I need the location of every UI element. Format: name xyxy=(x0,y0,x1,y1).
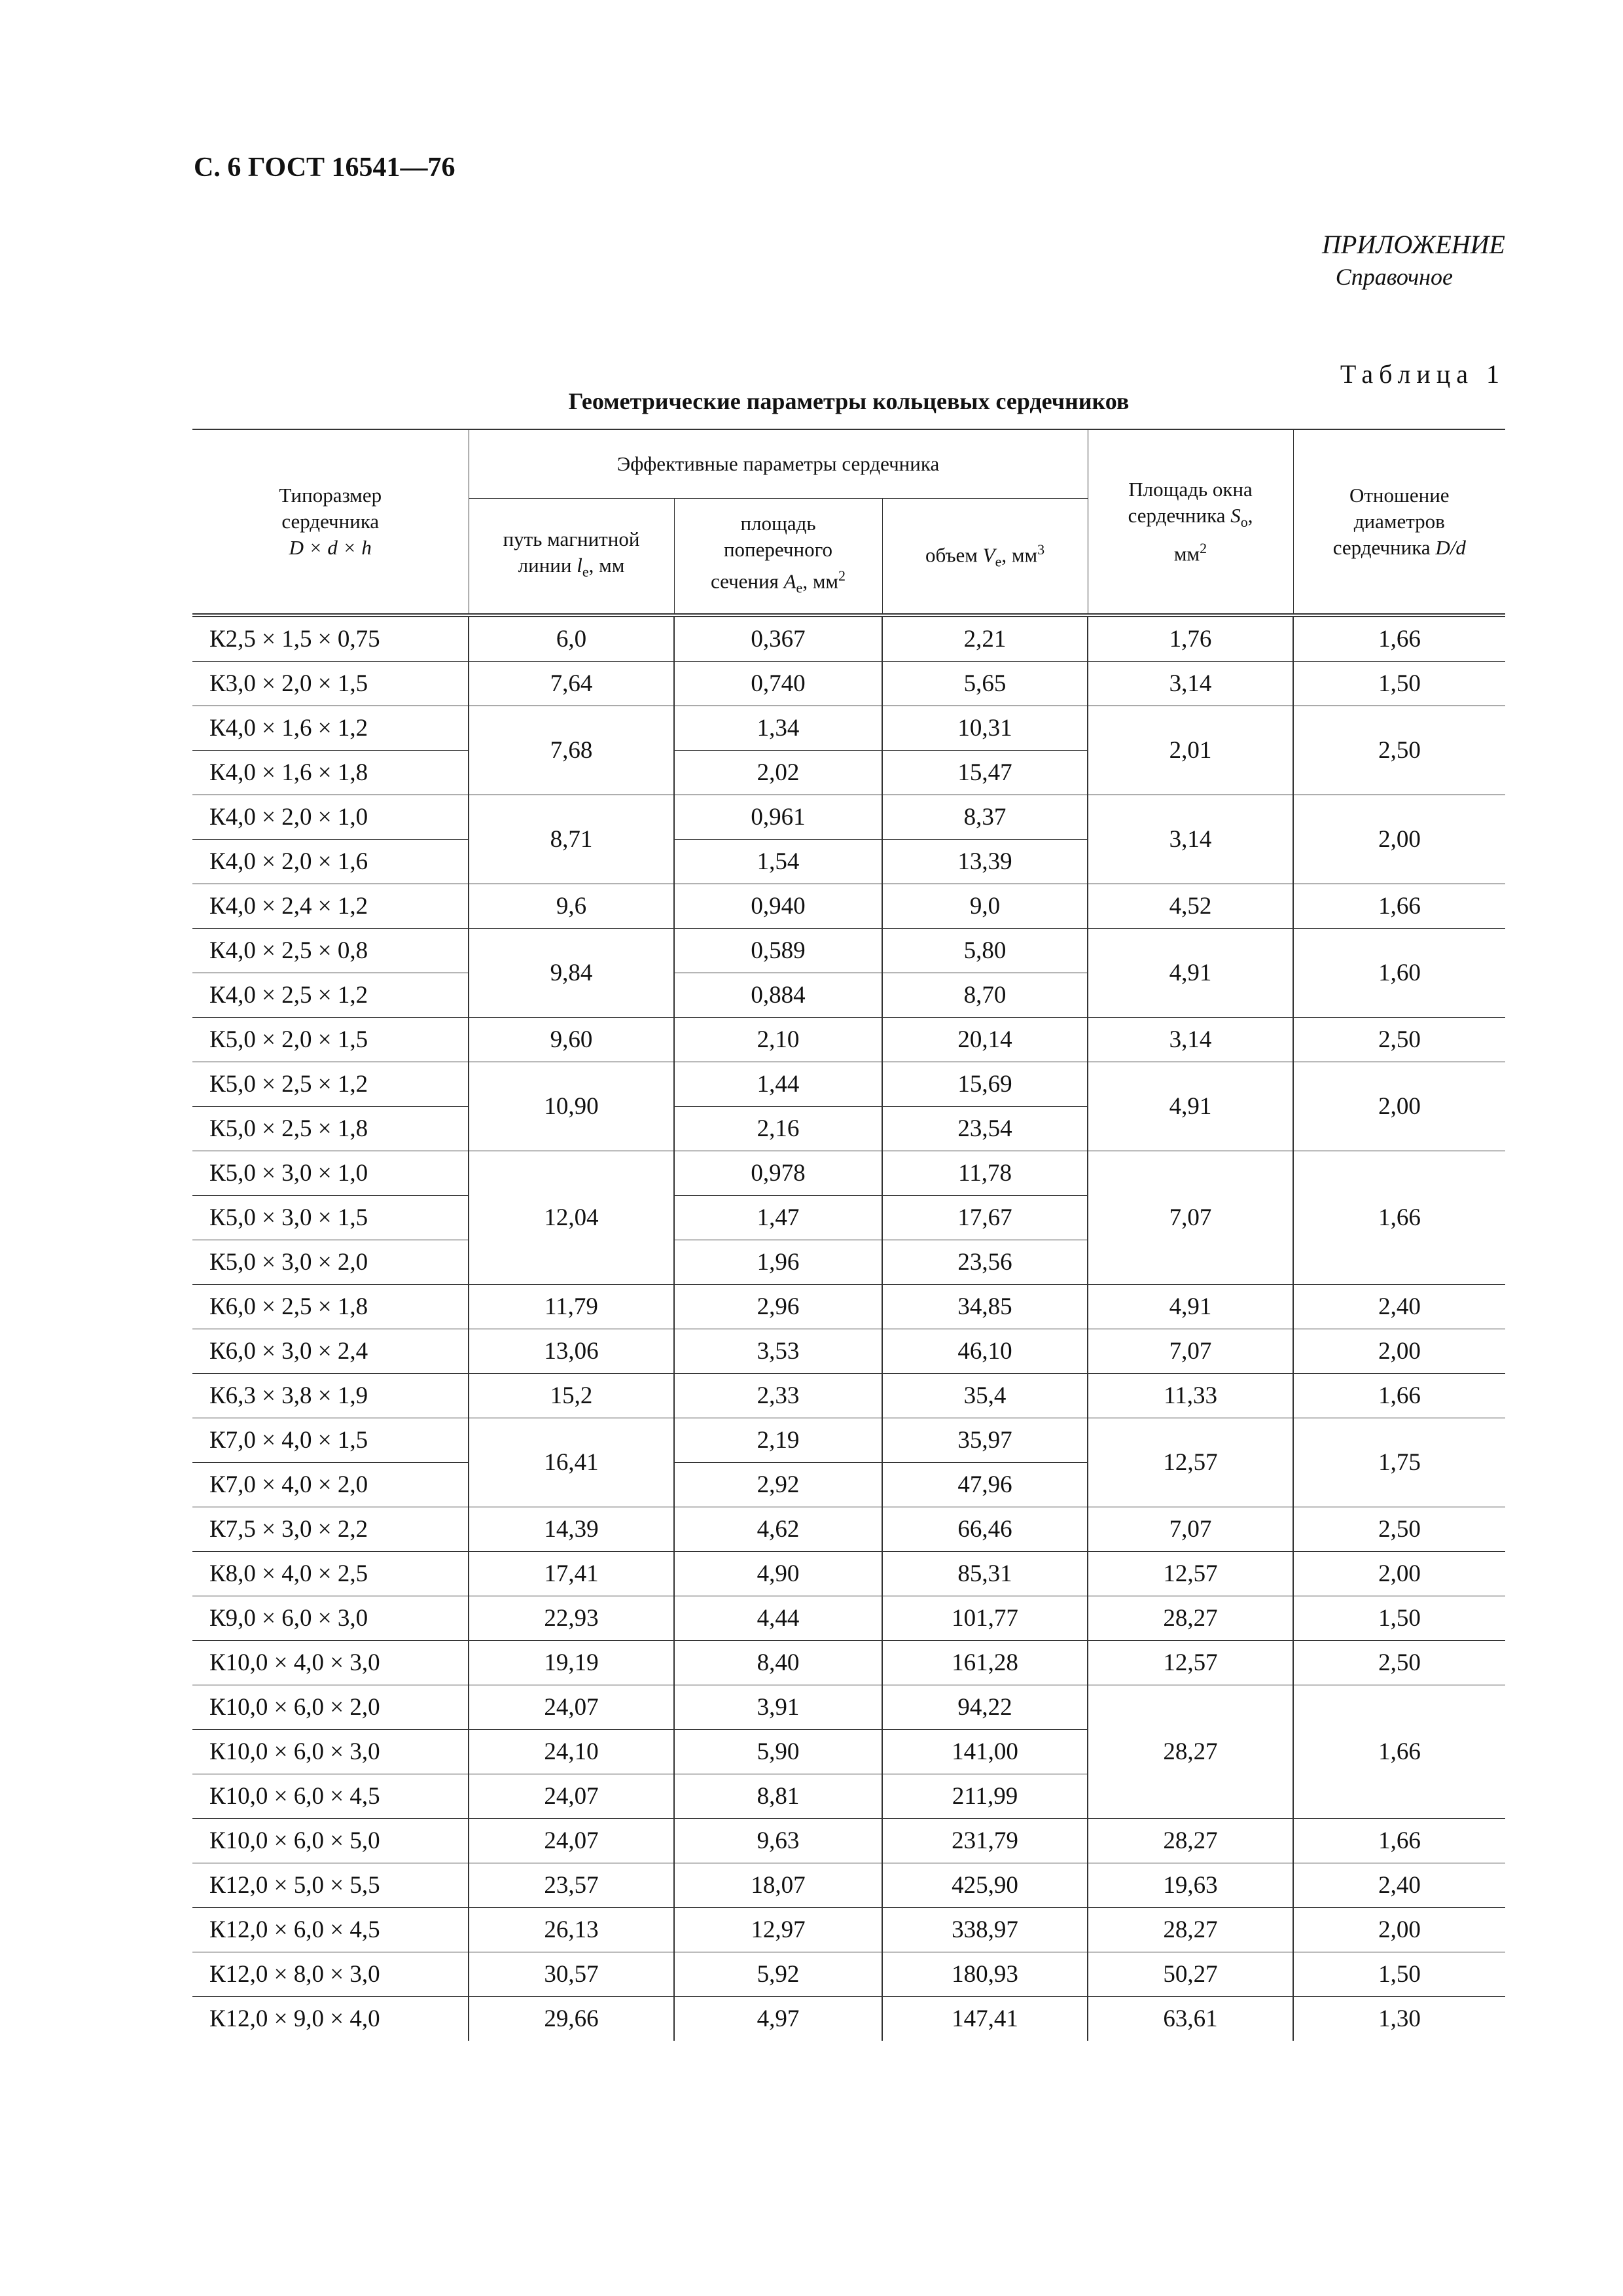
window-cell: 7,07 xyxy=(1088,1329,1293,1374)
area-cell: 3,53 xyxy=(674,1329,882,1374)
ratio-cell: 2,50 xyxy=(1293,1641,1505,1685)
window-cell: 28,27 xyxy=(1088,1908,1293,1952)
area-cell: 18,07 xyxy=(674,1863,882,1908)
area-cell: 2,02 xyxy=(674,751,882,795)
table-row xyxy=(192,1062,1505,1107)
volume-cell: 20,14 xyxy=(882,1018,1088,1062)
path-cell: 12,04 xyxy=(469,1151,674,1285)
area-cell: 2,33 xyxy=(674,1374,882,1418)
path-cell: 24,07 xyxy=(469,1685,674,1730)
window-cell: 12,57 xyxy=(1088,1641,1293,1685)
appendix-title: ПРИЛОЖЕНИЕ xyxy=(1322,230,1505,259)
area-cell: 0,884 xyxy=(674,973,882,1018)
size-cell: К10,0 × 6,0 × 4,5 xyxy=(192,1774,469,1819)
window-cell: 3,14 xyxy=(1088,662,1293,706)
volume-cell: 15,47 xyxy=(882,751,1088,795)
ratio-cell: 2,50 xyxy=(1293,706,1505,795)
ratio-cell: 2,50 xyxy=(1293,1507,1505,1552)
table-row xyxy=(192,1819,1505,1863)
area-cell: 1,44 xyxy=(674,1062,882,1107)
size-cell: К12,0 × 9,0 × 4,0 xyxy=(192,1997,469,2041)
size-cell: К12,0 × 8,0 × 3,0 xyxy=(192,1952,469,1997)
table-row xyxy=(192,1374,1505,1418)
header-size: Типоразмер сердечника D × d × h xyxy=(192,429,469,615)
ratio-cell: 1,66 xyxy=(1293,1685,1505,1819)
table-row xyxy=(192,1596,1505,1641)
area-cell: 0,740 xyxy=(674,662,882,706)
window-cell: 28,27 xyxy=(1088,1819,1293,1863)
volume-cell: 23,56 xyxy=(882,1240,1088,1285)
table-row xyxy=(192,1285,1505,1329)
path-cell: 24,07 xyxy=(469,1774,674,1819)
path-cell: 30,57 xyxy=(469,1952,674,1997)
area-cell: 12,97 xyxy=(674,1908,882,1952)
table-row xyxy=(192,1552,1505,1596)
area-cell: 2,96 xyxy=(674,1285,882,1329)
header-window-area: Площадь окна сердечника $S_o$, $мм^2$ xyxy=(1088,429,1293,615)
area-cell: 5,92 xyxy=(674,1952,882,1997)
path-cell: 9,6 xyxy=(469,884,674,929)
path-cell: 26,13 xyxy=(469,1908,674,1952)
path-cell: 10,90 xyxy=(469,1062,674,1151)
path-cell: 14,39 xyxy=(469,1507,674,1552)
size-cell: К12,0 × 6,0 × 4,5 xyxy=(192,1908,469,1952)
window-cell: 63,61 xyxy=(1088,1997,1293,2041)
size-cell: К12,0 × 5,0 × 5,5 xyxy=(192,1863,469,1908)
size-cell: К4,0 × 1,6 × 1,2 xyxy=(192,706,469,751)
area-cell: 0,367 xyxy=(674,615,882,662)
volume-cell: 231,79 xyxy=(882,1819,1088,1863)
size-cell: К5,0 × 3,0 × 1,5 xyxy=(192,1196,469,1240)
size-cell: К8,0 × 4,0 × 2,5 xyxy=(192,1552,469,1596)
volume-cell: 101,77 xyxy=(882,1596,1088,1641)
header-volume: объем $V_e$, $мм^3$ xyxy=(882,499,1088,616)
ratio-cell: 1,50 xyxy=(1293,1596,1505,1641)
table-row xyxy=(192,1507,1505,1552)
window-cell: 4,91 xyxy=(1088,1062,1293,1151)
ratio-cell: 2,00 xyxy=(1293,1329,1505,1374)
table-row xyxy=(192,795,1505,840)
ratio-cell: 2,00 xyxy=(1293,1908,1505,1952)
area-cell: 1,54 xyxy=(674,840,882,884)
volume-cell: 141,00 xyxy=(882,1730,1088,1774)
size-cell: К10,0 × 4,0 × 3,0 xyxy=(192,1641,469,1685)
size-cell: К4,0 × 1,6 × 1,8 xyxy=(192,751,469,795)
window-cell: 3,14 xyxy=(1088,1018,1293,1062)
area-cell: 0,978 xyxy=(674,1151,882,1196)
ratio-cell: 1,30 xyxy=(1293,1997,1505,2041)
size-cell: К4,0 × 2,0 × 1,0 xyxy=(192,795,469,840)
window-cell: 28,27 xyxy=(1088,1596,1293,1641)
table-row xyxy=(192,1908,1505,1952)
volume-cell: 5,80 xyxy=(882,929,1088,973)
size-cell: К6,3 × 3,8 × 1,9 xyxy=(192,1374,469,1418)
ratio-cell: 1,66 xyxy=(1293,1151,1505,1285)
header-diameter-ratio: Отношение диаметров сердечника D/d xyxy=(1293,429,1505,615)
window-cell: 2,01 xyxy=(1088,706,1293,795)
area-cell: 0,589 xyxy=(674,929,882,973)
ratio-cell: 1,66 xyxy=(1293,884,1505,929)
area-cell: 2,19 xyxy=(674,1418,882,1463)
size-cell: К7,0 × 4,0 × 1,5 xyxy=(192,1418,469,1463)
volume-cell: 8,70 xyxy=(882,973,1088,1018)
size-cell: К6,0 × 2,5 × 1,8 xyxy=(192,1285,469,1329)
volume-cell: 66,46 xyxy=(882,1507,1088,1552)
size-cell: К4,0 × 2,4 × 1,2 xyxy=(192,884,469,929)
window-cell: 11,33 xyxy=(1088,1374,1293,1418)
path-cell: 8,71 xyxy=(469,795,674,884)
area-cell: 4,90 xyxy=(674,1552,882,1596)
path-cell: 9,84 xyxy=(469,929,674,1018)
area-cell: 4,44 xyxy=(674,1596,882,1641)
path-cell: 17,41 xyxy=(469,1552,674,1596)
size-cell: К5,0 × 2,0 × 1,5 xyxy=(192,1018,469,1062)
volume-cell: 11,78 xyxy=(882,1151,1088,1196)
path-cell: 29,66 xyxy=(469,1997,674,2041)
area-cell: 1,47 xyxy=(674,1196,882,1240)
volume-cell: 23,54 xyxy=(882,1107,1088,1151)
area-cell: 1,34 xyxy=(674,706,882,751)
volume-cell: 5,65 xyxy=(882,662,1088,706)
area-cell: 2,16 xyxy=(674,1107,882,1151)
window-cell: 28,27 xyxy=(1088,1685,1293,1819)
volume-cell: 34,85 xyxy=(882,1285,1088,1329)
area-cell: 9,63 xyxy=(674,1819,882,1863)
path-cell: 23,57 xyxy=(469,1863,674,1908)
area-cell: 3,91 xyxy=(674,1685,882,1730)
page-header: С. 6 ГОСТ 16541—76 xyxy=(194,152,455,183)
window-cell: 7,07 xyxy=(1088,1507,1293,1552)
path-cell: 11,79 xyxy=(469,1285,674,1329)
table-row xyxy=(192,1997,1505,2041)
volume-cell: 147,41 xyxy=(882,1997,1088,2041)
volume-cell: 425,90 xyxy=(882,1863,1088,1908)
table-row xyxy=(192,1863,1505,1908)
volume-cell: 35,97 xyxy=(882,1418,1088,1463)
area-cell: 4,97 xyxy=(674,1997,882,2041)
header-cross-section-area: площадь поперечного сечения $A_e$, $мм^2$ xyxy=(674,499,882,616)
table-row xyxy=(192,662,1505,706)
window-cell: 3,14 xyxy=(1088,795,1293,884)
volume-cell: 35,4 xyxy=(882,1374,1088,1418)
path-cell: 13,06 xyxy=(469,1329,674,1374)
table-row xyxy=(192,929,1505,973)
window-cell: 4,52 xyxy=(1088,884,1293,929)
path-cell: 16,41 xyxy=(469,1418,674,1507)
volume-cell: 85,31 xyxy=(882,1552,1088,1596)
core-parameters-table xyxy=(192,429,1505,2041)
path-cell: 7,68 xyxy=(469,706,674,795)
area-cell: 8,81 xyxy=(674,1774,882,1819)
ratio-cell: 2,00 xyxy=(1293,1552,1505,1596)
ratio-cell: 2,40 xyxy=(1293,1863,1505,1908)
volume-cell: 10,31 xyxy=(882,706,1088,751)
size-cell: К5,0 × 2,5 × 1,2 xyxy=(192,1062,469,1107)
size-cell: К10,0 × 6,0 × 2,0 xyxy=(192,1685,469,1730)
volume-cell: 94,22 xyxy=(882,1685,1088,1730)
size-cell: К5,0 × 3,0 × 1,0 xyxy=(192,1151,469,1196)
header-magnetic-path: путь магнитной линии $l_e$, мм xyxy=(469,499,674,616)
volume-cell: 2,21 xyxy=(882,615,1088,662)
ratio-cell: 1,50 xyxy=(1293,662,1505,706)
window-cell: 7,07 xyxy=(1088,1151,1293,1285)
appendix-type: Справочное xyxy=(1335,264,1453,290)
ratio-cell: 2,50 xyxy=(1293,1018,1505,1062)
area-cell: 2,10 xyxy=(674,1018,882,1062)
path-cell: 6,0 xyxy=(469,615,674,662)
size-cell: К5,0 × 2,5 × 1,8 xyxy=(192,1107,469,1151)
window-cell: 1,76 xyxy=(1088,615,1293,662)
ratio-cell: 2,00 xyxy=(1293,1062,1505,1151)
area-cell: 1,96 xyxy=(674,1240,882,1285)
table-row xyxy=(192,1151,1505,1196)
window-cell: 12,57 xyxy=(1088,1552,1293,1596)
area-cell: 0,961 xyxy=(674,795,882,840)
path-cell: 24,07 xyxy=(469,1819,674,1863)
area-cell: 4,62 xyxy=(674,1507,882,1552)
area-cell: 2,92 xyxy=(674,1463,882,1507)
volume-cell: 13,39 xyxy=(882,840,1088,884)
size-cell: К5,0 × 3,0 × 2,0 xyxy=(192,1240,469,1285)
size-cell: К4,0 × 2,5 × 1,2 xyxy=(192,973,469,1018)
window-cell: 12,57 xyxy=(1088,1418,1293,1507)
window-cell: 19,63 xyxy=(1088,1863,1293,1908)
table-row xyxy=(192,706,1505,751)
path-cell: 22,93 xyxy=(469,1596,674,1641)
volume-cell: 15,69 xyxy=(882,1062,1088,1107)
volume-cell: 161,28 xyxy=(882,1641,1088,1685)
size-cell: К7,5 × 3,0 × 2,2 xyxy=(192,1507,469,1552)
volume-cell: 8,37 xyxy=(882,795,1088,840)
table-row xyxy=(192,1641,1505,1685)
table-row xyxy=(192,1952,1505,1997)
table-row xyxy=(192,884,1505,929)
path-cell: 15,2 xyxy=(469,1374,674,1418)
ratio-cell: 1,75 xyxy=(1293,1418,1505,1507)
size-cell: К10,0 × 6,0 × 5,0 xyxy=(192,1819,469,1863)
path-cell: 24,10 xyxy=(469,1730,674,1774)
header-effective-group: Эффективные параметры сердечника xyxy=(469,429,1088,499)
size-cell: К7,0 × 4,0 × 2,0 xyxy=(192,1463,469,1507)
area-cell: 0,940 xyxy=(674,884,882,929)
table-row xyxy=(192,1329,1505,1374)
volume-cell: 46,10 xyxy=(882,1329,1088,1374)
table-title: Геометрические параметры кольцевых сердечников xyxy=(568,388,1130,414)
size-cell: К9,0 × 6,0 × 3,0 xyxy=(192,1596,469,1641)
table-row xyxy=(192,1685,1505,1730)
volume-cell: 338,97 xyxy=(882,1908,1088,1952)
volume-cell: 47,96 xyxy=(882,1463,1088,1507)
table-number: Таблица 1 xyxy=(1340,359,1505,389)
window-cell: 4,91 xyxy=(1088,929,1293,1018)
size-cell: К4,0 × 2,5 × 0,8 xyxy=(192,929,469,973)
volume-cell: 17,67 xyxy=(882,1196,1088,1240)
area-cell: 5,90 xyxy=(674,1730,882,1774)
ratio-cell: 2,40 xyxy=(1293,1285,1505,1329)
path-cell: 19,19 xyxy=(469,1641,674,1685)
ratio-cell: 1,50 xyxy=(1293,1952,1505,1997)
volume-cell: 9,0 xyxy=(882,884,1088,929)
table-row xyxy=(192,1018,1505,1062)
size-cell: К10,0 × 6,0 × 3,0 xyxy=(192,1730,469,1774)
size-cell: К4,0 × 2,0 × 1,6 xyxy=(192,840,469,884)
path-cell: 9,60 xyxy=(469,1018,674,1062)
path-cell: 7,64 xyxy=(469,662,674,706)
area-cell: 8,40 xyxy=(674,1641,882,1685)
table-row xyxy=(192,1418,1505,1463)
size-cell: К6,0 × 3,0 × 2,4 xyxy=(192,1329,469,1374)
table-row xyxy=(192,615,1505,662)
size-cell: К2,5 × 1,5 × 0,75 xyxy=(192,615,469,662)
ratio-cell: 1,60 xyxy=(1293,929,1505,1018)
window-cell: 4,91 xyxy=(1088,1285,1293,1329)
window-cell: 50,27 xyxy=(1088,1952,1293,1997)
ratio-cell: 2,00 xyxy=(1293,795,1505,884)
size-cell: К3,0 × 2,0 × 1,5 xyxy=(192,662,469,706)
ratio-cell: 1,66 xyxy=(1293,615,1505,662)
volume-cell: 211,99 xyxy=(882,1774,1088,1819)
volume-cell: 180,93 xyxy=(882,1952,1088,1997)
ratio-cell: 1,66 xyxy=(1293,1819,1505,1863)
ratio-cell: 1,66 xyxy=(1293,1374,1505,1418)
